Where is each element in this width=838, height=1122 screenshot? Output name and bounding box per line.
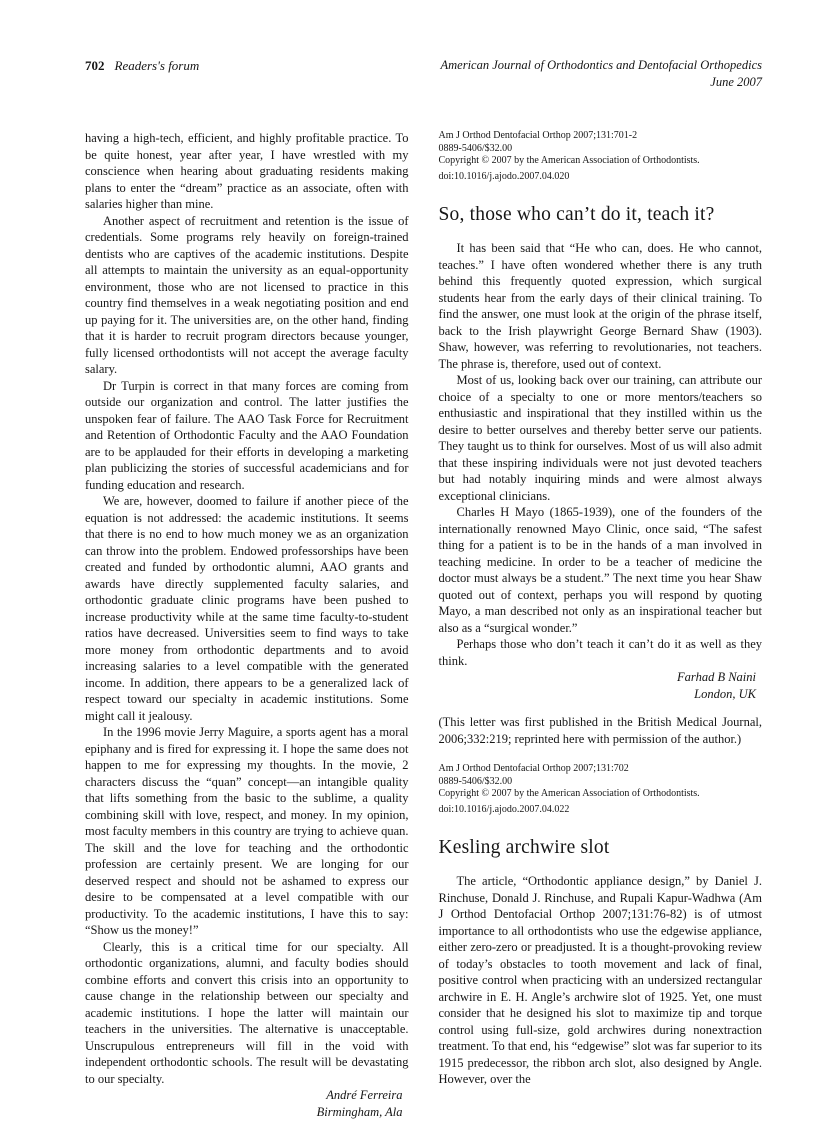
article-title-kesling: Kesling archwire slot — [438, 837, 610, 858]
reprint-note: (This letter was first published in the British Medical Journal, 2006;332:219; reprinted here with permission of the author.) — [438, 715, 762, 746]
letter-continuation-body — [85, 130, 409, 1087]
author-location: London, UK — [694, 686, 756, 701]
citation-block-2 — [439, 763, 763, 816]
issue-date: June 2007 — [710, 75, 762, 89]
author-location: Birmingham, Ala — [316, 1104, 403, 1119]
citation-line: doi:10.1016/j.ajodo.2007.04.022 — [438, 803, 570, 815]
journal-title: American Journal of Orthodontics and Dentofacial Orthopedics — [440, 58, 762, 72]
paragraph: Clearly, this is a critical time for our specialty. All orthodontic organizations, alumni, and faculty bodies should combine efforts and convert this crisis into an opportunity to cause change in the relationship between our specialty and academic institutions. I hope the latter will maintain our teachers in the universities. The alternative is unacceptable. Unscrupulous entrepreneurs will fill in the void with independent orthodontic schools. The result will be devastating to our specialty. — [85, 939, 409, 1086]
paragraph: Most of us, looking back over our training, can attribute our choice of a specialty to one or more mentors/teachers so enthusiastic and inspirational that they instilled within us the desire to better ourselves and thereby better serve our patients. They taught us to think for ourselves. Most of us will also admit that these inspiring individuals were not just devoted teachers but had notably inquiring minds and were almost always exceptional clinicians. — [438, 373, 762, 503]
citation-line: 0889-5406/$32.00 — [438, 142, 513, 154]
paragraph: Perhaps those who don’t teach it can’t do it as well as they think. — [438, 637, 762, 668]
paragraph: Another aspect of recruitment and retention is the issue of credentials. Some programs rely heavily on foreign-trained dentists who are captives of the academic institutions. Despite all attempts to maintain the university as an equal-opportunity environment, those who are not licensed to practice in this country find themselves in a weak negotiating position and end up paying for it. The universities are, on the other hand, finding that it is harder to recruit program directors because younger, fully licensed orthodontists will not accept the average faculty salary. — [85, 213, 409, 376]
author-name: Farhad B Naini — [677, 670, 756, 684]
paragraph: The article, “Orthodontic appliance design,” by Daniel J. Rinchuse, Donald J. Rinchuse, and Rupali Kapur-Wadhwa (Am J Orthod Dentofacial Orthop 2007;131:76-82) is of utmost importance to all orthodontists who use the edgewise appliance, either zero-zero or preadjusted. It is a thought-provoking review of today’s obstacles to tooth movement and lack of final, positive control when practicing with an undersized rectangular archwire in E. H. Angle’s archwire slot of 1925. Yet, one must consider that he designed his slot to maximize tip and torque control using full-size, gold archwires during nonextraction treatment. To that end, his “edgewise” slot was far superior to its 1915 predecessor, the ribbon arch slot, also designed by Angle. However, over the — [438, 874, 762, 1086]
article-title-teach-it: So, those who can’t do it, teach it? — [438, 204, 715, 225]
paragraph: It has been said that “He who can, does. He who cannot, teaches.” I have often wondered whether there is any truth behind this frequently quoted expression, which surgical students hear from the early days of their clinical training. To find the answer, one must look at the origin of the phrase itself, back to the Irish playwright George Bernard Shaw (1903). Shaw, however, was referring to revolutionaries, not teachers. The phrase is, therefore, used out of context. — [438, 241, 762, 371]
author-name: André Ferreira — [326, 1088, 403, 1102]
author-signature-ferreira — [85, 1087, 403, 1120]
article-body-kesling — [439, 873, 763, 1088]
citation-block-1 — [439, 130, 763, 183]
paragraph: having a high-tech, efficient, and highly profitable practice. To be quite honest, year after year, I have wrestled with my conscience when hearing about graduating residents making plans to enter the “dream” practice as an associate, often with salaries higher than mine. — [85, 131, 409, 211]
right-column — [439, 130, 763, 1088]
left-column — [85, 130, 409, 1120]
page-header — [85, 58, 762, 90]
section-title: Readers's forum — [114, 58, 200, 73]
paragraph: In the 1996 movie Jerry Maguire, a sports agent has a moral epiphany and is fired for expressing it. I hope the same does not happen to me for expressing my thoughts. In the movie, 2 characters discuss the “quan” concept—an intangible quality that lifts something from the basic to the sublime, a quality combining skill with love, respect, and money. In my opinion, most faculty members in this country are trying to achieve quan. The skill and the love for teaching and the orthodontic profession are certainly present. We are longing for our deserved respect and should not be ashamed to express our desire to be compensated at a level compatible with our productivity. To the academic institutions, I have this to say: “Show us the money!” — [85, 725, 409, 937]
citation-line: Am J Orthod Dentofacial Orthop 2007;131:702 — [438, 763, 629, 774]
citation-line: Am J Orthod Dentofacial Orthop 2007;131:701-2 — [438, 130, 638, 141]
two-column-body — [85, 130, 762, 1120]
header-right — [441, 58, 763, 90]
paragraph: Dr Turpin is correct in that many forces are coming from outside our organization and control. The latter justifies the unspoken fear of failure. The AAO Task Force for Recruitment and Retention of Orthodontic Faculty and the AAO Foundation are to be applauded for their efforts in developing a marketing plan publicizing the stories of successful academicians and for funding education and research. — [85, 378, 409, 492]
header-left — [85, 58, 199, 73]
citation-line: doi:10.1016/j.ajodo.2007.04.020 — [438, 170, 570, 182]
citation-line: 0889-5406/$32.00 — [438, 775, 513, 787]
citation-line: Copyright © 2007 by the American Association of Orthodontists. — [438, 155, 700, 166]
citation-line: Copyright © 2007 by the American Association of Orthodontists. — [438, 788, 700, 799]
article-body-teach-it — [439, 240, 763, 669]
paragraph: Charles H Mayo (1865-1939), one of the founders of the internationally renowned Mayo Clinic, once said, “The safest thing for a patient is to be in the hands of a man involved in teaching medicine. In order to be a teacher of medicine the doctor must always be a student.” The next time you hear Shaw quoted out of context, perhaps you will respond by quoting Mayo, a man described not only as an inspirational teacher but also as a “surgical wonder.” — [438, 505, 762, 635]
paragraph: We are, however, doomed to failure if another piece of the equation is not addressed: the academic institutions. It seems that there is no end to how much money we as an organization can throw into the problem. Endowed professorships have been created and funded by orthodontic alumni, AAO grants and awards have directly supplemented faculty salaries, and orthodontic graduate clinic programs have been pushed to increase productivity while at the same time faculty-to-student ratios have decreased. Universities seem to find ways to take more money from orthodontic departments and to avoid increasing salaries to a level compatible with the generated income. In addition, there appears to be a generalized lack of respect toward our specialty in academic institutions. Some might call it jealousy. — [85, 494, 409, 723]
author-signature-naini — [439, 669, 757, 702]
page-number: 702 — [85, 58, 105, 73]
